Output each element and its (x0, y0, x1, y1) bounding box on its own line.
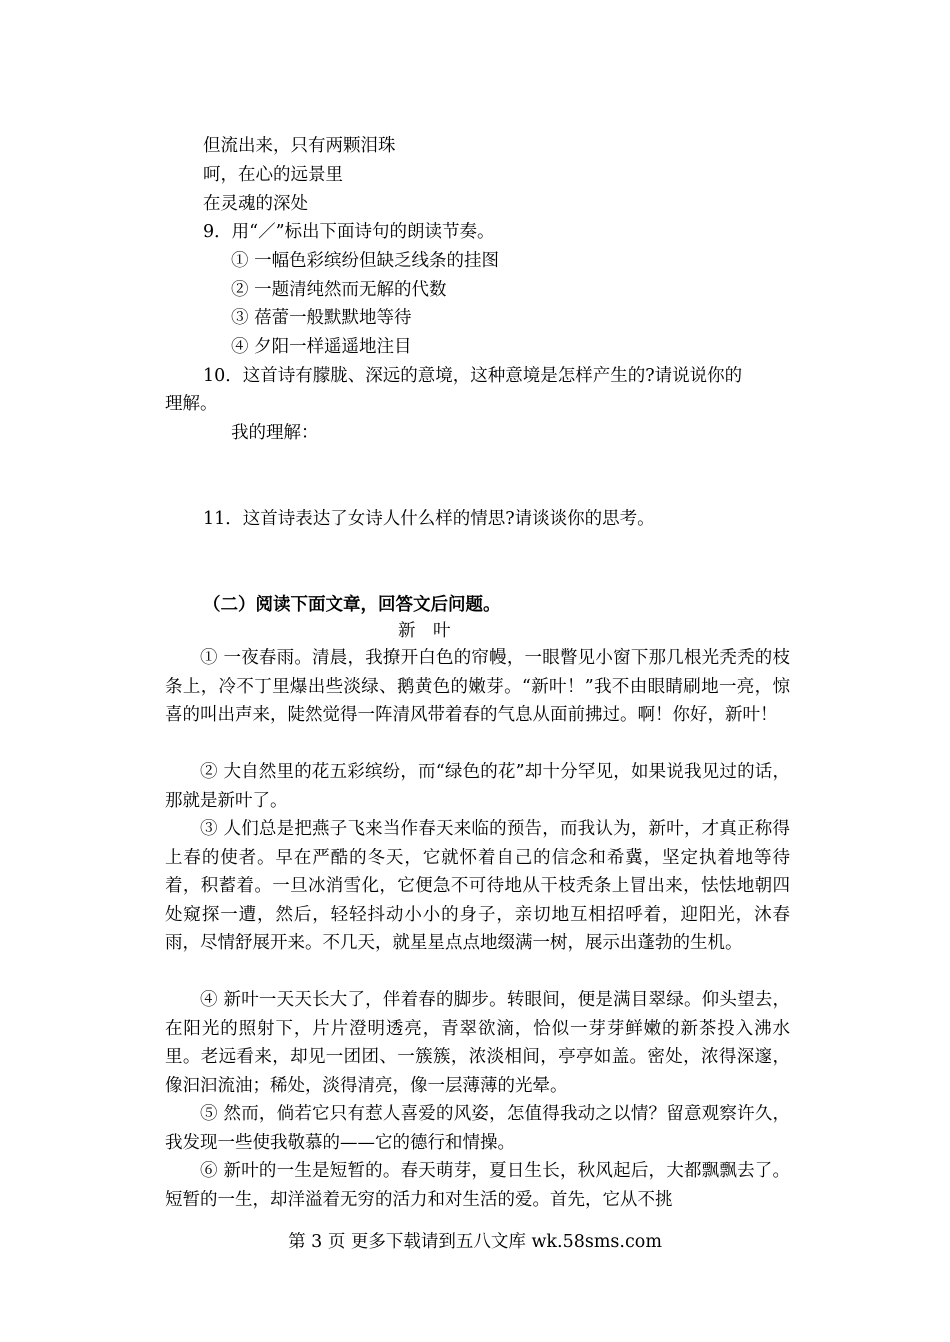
article-title: 新 叶 (398, 621, 451, 641)
article-paragraph-5: ⑤ 然而，倘若它只有惹人喜爱的风姿，怎值得我动之以情？留意观察许久，我发现一些使我敬慕的——它的德行和情操。 (165, 1104, 790, 1153)
poem-line-2: 呵，在心的远景里 (203, 165, 343, 185)
question-10-answer-label: 我的理解： (231, 423, 319, 443)
question-9-item-1: ① 一幅色彩缤纷但缺乏线条的挂图 (231, 251, 500, 271)
article-paragraph-2: ② 大自然里的花五彩缤纷，而“绿色的花”却十分罕见，如果说我见过的话，那就是新叶了。 (165, 762, 790, 811)
article-paragraph-1: ① 一夜春雨。清晨，我撩开白色的帘幔，一眼瞥见小窗下那几根光秃秃的枝条上，冷不丁里爆出些淡绿、鹅黄色的嫩芽。“新叶！”我不由眼睛刷地一亮，惊喜的叫出声来，陡然觉得一阵清风带着春的气息从面前拂过。啊！你好，新叶！ (165, 648, 790, 726)
question-11-prompt: 11．这首诗表达了女诗人什么样的情思?请谈谈你的思考。 (203, 509, 655, 529)
poem-line-1: 但流出来，只有两颗泪珠 (203, 136, 396, 156)
question-9-item-4: ④ 夕阳一样遥遥地注目 (231, 337, 412, 357)
article-paragraph-4: ④ 新叶一天天长大了，伴着春的脚步。转眼间，便是满目翠绿。仰头望去，在阳光的照射下，片片澄明透亮，青翠欲滴，恰似一芽芽鲜嫩的新茶投入沸水里。老远看来，却见一团团、一簇簇，浓淡相间，亭亭如盖。密处，浓得深邃，像汩汩流油；稀处，淡得清亮，像一层薄薄的光晕。 (165, 990, 790, 1096)
poem-line-3: 在灵魂的深处 (203, 194, 308, 214)
article-paragraph-3: ③ 人们总是把燕子飞来当作春天来临的预告，而我认为，新叶，才真正称得上春的使者。早在严酷的冬天，它就怀着自己的信念和希冀，坚定执着地等待着，积蓄着。一旦冰消雪化，它便急不可待地从干枝秃条上冒出来，怯怯地朝四处窥探一遭，然后，轻轻抖动小小的身子，亲切地互相招呼着，迎阳光，沐春雨，尽情舒展开来。不几天，就星星点点地缀满一树，展示出蓬勃的生机。 (165, 819, 790, 954)
question-9-item-2: ② 一题清纯然而无解的代数 (231, 280, 447, 300)
article-paragraph-6: ⑥ 新叶的一生是短暂的。春天萌芽，夏日生长，秋风起后，大都飘飘去了。短暂的一生，却洋溢着无穷的活力和对生活的爱。首先，它从不挑 (165, 1161, 790, 1210)
page-footer: 第 3 页 更多下载请到五八文库 wk.58sms.com (288, 1232, 662, 1252)
question-9-item-3: ③ 蓓蕾一般默默地等待 (231, 308, 412, 328)
section-2-heading: （二）阅读下面文章，回答文后问题。 (203, 595, 501, 615)
question-10-prompt-line-1: 10．这首诗有朦胧、深远的意境，这种意境是怎样产生的?请说说你的 (203, 366, 743, 386)
question-9-prompt: 9．用“／”标出下面诗句的朗读节奏。 (203, 222, 495, 242)
question-10-prompt-line-2: 理解。 (165, 394, 218, 414)
